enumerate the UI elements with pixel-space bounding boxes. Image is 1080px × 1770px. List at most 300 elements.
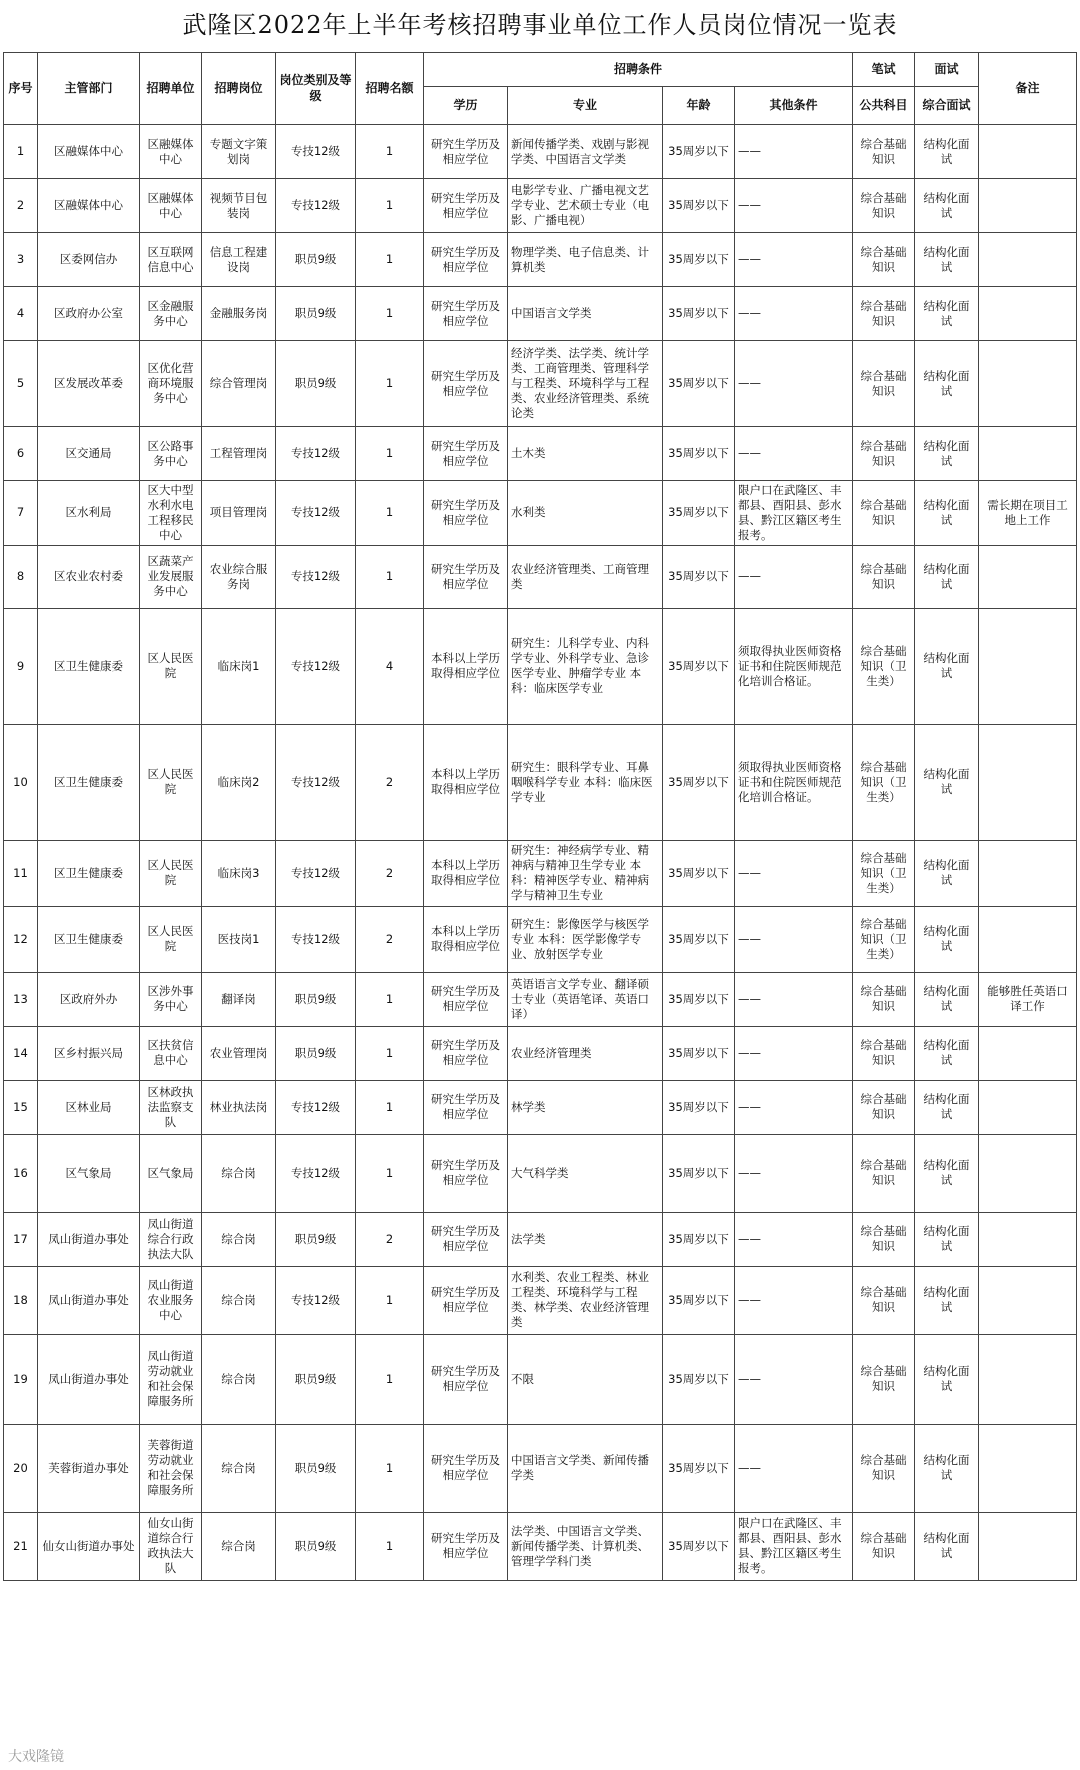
cell-grade: 专技12级 (276, 427, 356, 481)
cell-edu: 研究生学历及相应学位 (424, 1334, 508, 1424)
cell-other: —— (735, 906, 853, 972)
cell-age: 35周岁以下 (663, 287, 735, 341)
cell-other: —— (735, 125, 853, 179)
cell-major: 法学类、中国语言文学类、新闻传播学类、计算机类、管理学学科门类 (508, 1512, 663, 1580)
cell-seq: 21 (4, 1512, 38, 1580)
cell-post: 视频节目包装岗 (202, 179, 276, 233)
cell-interview: 结构化面试 (915, 1334, 979, 1424)
cell-age: 35周岁以下 (663, 1266, 735, 1334)
cell-grade: 职员9级 (276, 972, 356, 1026)
cell-remark (979, 1266, 1077, 1334)
cell-major: 大气科学类 (508, 1134, 663, 1212)
cell-count: 2 (356, 840, 424, 906)
cell-edu: 研究生学历及相应学位 (424, 1080, 508, 1134)
cell-post: 综合岗 (202, 1134, 276, 1212)
cell-edu: 本科以上学历取得相应学位 (424, 608, 508, 724)
header-grade: 岗位类别及等级 (276, 53, 356, 125)
cell-count: 1 (356, 1266, 424, 1334)
header-conditions: 招聘条件 (424, 53, 853, 87)
cell-count: 1 (356, 1080, 424, 1134)
cell-other: 限户口在武隆区、丰都县、酉阳县、彭水县、黔江区籍区考生报考。 (735, 481, 853, 546)
cell-edu: 研究生学历及相应学位 (424, 1026, 508, 1080)
cell-remark (979, 125, 1077, 179)
cell-dept: 区政府办公室 (38, 287, 140, 341)
cell-age: 35周岁以下 (663, 840, 735, 906)
cell-written: 综合基础知识（卫生类） (853, 608, 915, 724)
cell-other: —— (735, 1424, 853, 1512)
cell-other: —— (735, 341, 853, 427)
cell-count: 2 (356, 724, 424, 840)
cell-post: 临床岗2 (202, 724, 276, 840)
positions-table (3, 52, 1077, 1581)
header-post: 招聘岗位 (202, 53, 276, 125)
cell-post: 综合管理岗 (202, 341, 276, 427)
cell-dept: 凤山街道办事处 (38, 1334, 140, 1424)
cell-count: 4 (356, 608, 424, 724)
cell-interview: 结构化面试 (915, 1134, 979, 1212)
cell-count: 1 (356, 481, 424, 546)
watermark: 大戏隆镜 (8, 1749, 64, 1765)
cell-interview: 结构化面试 (915, 906, 979, 972)
cell-count: 1 (356, 125, 424, 179)
header-edu: 学历 (424, 87, 508, 125)
cell-unit: 仙女山街道综合行政执法大队 (140, 1512, 202, 1580)
cell-post: 工程管理岗 (202, 427, 276, 481)
cell-edu: 本科以上学历取得相应学位 (424, 840, 508, 906)
cell-other: —— (735, 287, 853, 341)
cell-edu: 研究生学历及相应学位 (424, 233, 508, 287)
cell-count: 1 (356, 1512, 424, 1580)
cell-dept: 区发展改革委 (38, 341, 140, 427)
cell-other: —— (735, 233, 853, 287)
cell-seq: 20 (4, 1424, 38, 1512)
cell-edu: 本科以上学历取得相应学位 (424, 724, 508, 840)
cell-interview: 结构化面试 (915, 427, 979, 481)
cell-edu: 研究生学历及相应学位 (424, 1134, 508, 1212)
header-interview: 面试 (915, 53, 979, 87)
cell-age: 35周岁以下 (663, 1080, 735, 1134)
cell-grade: 专技12级 (276, 840, 356, 906)
cell-written: 综合基础知识 (853, 341, 915, 427)
header-written-sub: 公共科目 (853, 87, 915, 125)
cell-unit: 区公路事务中心 (140, 427, 202, 481)
cell-count: 1 (356, 341, 424, 427)
header-major: 专业 (508, 87, 663, 125)
cell-major: 电影学专业、广播电视文艺学专业、艺术硕士专业（电影、广播电视） (508, 179, 663, 233)
cell-dept: 区融媒体中心 (38, 179, 140, 233)
cell-seq: 9 (4, 608, 38, 724)
cell-interview: 结构化面试 (915, 1212, 979, 1266)
cell-post: 综合岗 (202, 1334, 276, 1424)
cell-major: 研究生：眼科学专业、耳鼻咽喉科学专业 本科：临床医学专业 (508, 724, 663, 840)
cell-dept: 区融媒体中心 (38, 125, 140, 179)
cell-seq: 6 (4, 427, 38, 481)
cell-grade: 职员9级 (276, 341, 356, 427)
cell-post: 金融服务岗 (202, 287, 276, 341)
cell-dept: 区政府外办 (38, 972, 140, 1026)
cell-dept: 区卫生健康委 (38, 840, 140, 906)
cell-post: 临床岗1 (202, 608, 276, 724)
cell-major: 水利类 (508, 481, 663, 546)
cell-edu: 研究生学历及相应学位 (424, 287, 508, 341)
cell-remark (979, 427, 1077, 481)
cell-edu: 研究生学历及相应学位 (424, 179, 508, 233)
cell-unit: 区扶贫信息中心 (140, 1026, 202, 1080)
cell-seq: 10 (4, 724, 38, 840)
table-row (4, 1266, 1077, 1334)
cell-other: —— (735, 1026, 853, 1080)
cell-seq: 12 (4, 906, 38, 972)
cell-other: 须取得执业医师资格证书和住院医师规范化培训合格证。 (735, 724, 853, 840)
cell-age: 35周岁以下 (663, 972, 735, 1026)
cell-unit: 凤山街道综合行政执法大队 (140, 1212, 202, 1266)
cell-post: 专题文字策划岗 (202, 125, 276, 179)
cell-seq: 16 (4, 1134, 38, 1212)
header-other: 其他条件 (735, 87, 853, 125)
cell-written: 综合基础知识 (853, 1266, 915, 1334)
cell-remark (979, 1424, 1077, 1512)
cell-grade: 专技12级 (276, 906, 356, 972)
table-row (4, 1134, 1077, 1212)
cell-grade: 职员9级 (276, 1334, 356, 1424)
cell-interview: 结构化面试 (915, 1080, 979, 1134)
cell-remark (979, 179, 1077, 233)
cell-dept: 区卫生健康委 (38, 906, 140, 972)
cell-written: 综合基础知识（卫生类） (853, 906, 915, 972)
cell-other: —— (735, 1080, 853, 1134)
cell-grade: 专技12级 (276, 724, 356, 840)
header-age: 年龄 (663, 87, 735, 125)
cell-post: 林业执法岗 (202, 1080, 276, 1134)
cell-age: 35周岁以下 (663, 233, 735, 287)
cell-remark (979, 608, 1077, 724)
header-unit: 招聘单位 (140, 53, 202, 125)
cell-written: 综合基础知识 (853, 1080, 915, 1134)
table-row (4, 481, 1077, 546)
cell-written: 综合基础知识 (853, 427, 915, 481)
cell-major: 农业经济管理类、工商管理类 (508, 545, 663, 608)
cell-edu: 研究生学历及相应学位 (424, 125, 508, 179)
table-row (4, 906, 1077, 972)
cell-post: 综合岗 (202, 1266, 276, 1334)
cell-written: 综合基础知识 (853, 287, 915, 341)
cell-major: 研究生：儿科学专业、内科学专业、外科学专业、急诊医学专业、肿瘤学专业 本科：临床医学专业 (508, 608, 663, 724)
cell-post: 翻译岗 (202, 972, 276, 1026)
cell-grade: 专技12级 (276, 545, 356, 608)
cell-unit: 区融媒体中心 (140, 125, 202, 179)
header-seq: 序号 (4, 53, 38, 125)
cell-unit: 凤山街道农业服务中心 (140, 1266, 202, 1334)
cell-count: 1 (356, 1026, 424, 1080)
cell-interview: 结构化面试 (915, 179, 979, 233)
cell-interview: 结构化面试 (915, 233, 979, 287)
cell-other: —— (735, 1212, 853, 1266)
cell-interview: 结构化面试 (915, 1424, 979, 1512)
cell-major: 中国语言文学类 (508, 287, 663, 341)
cell-remark (979, 724, 1077, 840)
cell-unit: 区人民医院 (140, 608, 202, 724)
cell-edu: 研究生学历及相应学位 (424, 341, 508, 427)
cell-grade: 专技12级 (276, 179, 356, 233)
cell-age: 35周岁以下 (663, 125, 735, 179)
cell-interview: 结构化面试 (915, 1026, 979, 1080)
cell-dept: 区卫生健康委 (38, 724, 140, 840)
cell-edu: 研究生学历及相应学位 (424, 481, 508, 546)
table-row (4, 724, 1077, 840)
cell-written: 综合基础知识 (853, 1026, 915, 1080)
cell-other: —— (735, 545, 853, 608)
cell-dept: 凤山街道办事处 (38, 1266, 140, 1334)
cell-other: —— (735, 1334, 853, 1424)
page-title: 武隆区2022年上半年考核招聘事业单位工作人员岗位情况一览表 (182, 11, 898, 39)
cell-remark (979, 1334, 1077, 1424)
table-row (4, 1512, 1077, 1580)
table-row (4, 545, 1077, 608)
cell-written: 综合基础知识 (853, 1334, 915, 1424)
cell-seq: 7 (4, 481, 38, 546)
cell-edu: 研究生学历及相应学位 (424, 1266, 508, 1334)
cell-edu: 本科以上学历取得相应学位 (424, 906, 508, 972)
cell-interview: 结构化面试 (915, 608, 979, 724)
cell-major: 物理学类、电子信息类、计算机类 (508, 233, 663, 287)
cell-grade: 专技12级 (276, 125, 356, 179)
cell-seq: 3 (4, 233, 38, 287)
cell-remark (979, 906, 1077, 972)
cell-grade: 职员9级 (276, 1424, 356, 1512)
cell-seq: 5 (4, 341, 38, 427)
cell-other: 限户口在武隆区、丰都县、酉阳县、彭水县、黔江区籍区考生报考。 (735, 1512, 853, 1580)
cell-interview: 结构化面试 (915, 341, 979, 427)
cell-post: 农业综合服务岗 (202, 545, 276, 608)
cell-dept: 凤山街道办事处 (38, 1212, 140, 1266)
cell-seq: 13 (4, 972, 38, 1026)
cell-interview: 结构化面试 (915, 481, 979, 546)
cell-dept: 区交通局 (38, 427, 140, 481)
cell-edu: 研究生学历及相应学位 (424, 1212, 508, 1266)
cell-age: 35周岁以下 (663, 341, 735, 427)
cell-unit: 区气象局 (140, 1134, 202, 1212)
cell-remark (979, 840, 1077, 906)
table-row (4, 341, 1077, 427)
table-row (4, 287, 1077, 341)
cell-seq: 19 (4, 1334, 38, 1424)
cell-interview: 结构化面试 (915, 287, 979, 341)
cell-grade: 专技12级 (276, 1134, 356, 1212)
cell-post: 农业管理岗 (202, 1026, 276, 1080)
cell-dept: 区林业局 (38, 1080, 140, 1134)
cell-unit: 芙蓉街道劳动就业和社会保障服务所 (140, 1424, 202, 1512)
cell-remark: 能够胜任英语口译工作 (979, 972, 1077, 1026)
table-row (4, 427, 1077, 481)
cell-written: 综合基础知识（卫生类） (853, 724, 915, 840)
cell-written: 综合基础知识 (853, 545, 915, 608)
cell-age: 35周岁以下 (663, 1334, 735, 1424)
cell-age: 35周岁以下 (663, 1424, 735, 1512)
cell-written: 综合基础知识 (853, 1424, 915, 1512)
cell-seq: 14 (4, 1026, 38, 1080)
cell-count: 1 (356, 233, 424, 287)
cell-unit: 区人民医院 (140, 906, 202, 972)
cell-major: 法学类 (508, 1212, 663, 1266)
table-row (4, 1424, 1077, 1512)
cell-grade: 专技12级 (276, 1266, 356, 1334)
cell-count: 1 (356, 179, 424, 233)
cell-interview: 结构化面试 (915, 545, 979, 608)
cell-grade: 专技12级 (276, 1080, 356, 1134)
cell-written: 综合基础知识 (853, 233, 915, 287)
table-row (4, 1212, 1077, 1266)
table-row (4, 1334, 1077, 1424)
table-row (4, 233, 1077, 287)
cell-interview: 结构化面试 (915, 972, 979, 1026)
cell-post: 临床岗3 (202, 840, 276, 906)
cell-count: 1 (356, 972, 424, 1026)
table-row (4, 179, 1077, 233)
cell-count: 1 (356, 1134, 424, 1212)
cell-count: 1 (356, 427, 424, 481)
cell-age: 35周岁以下 (663, 427, 735, 481)
cell-major: 水利类、农业工程类、林业工程类、环境科学与工程类、林学类、农业经济管理类 (508, 1266, 663, 1334)
cell-dept: 芙蓉街道办事处 (38, 1424, 140, 1512)
cell-seq: 2 (4, 179, 38, 233)
cell-age: 35周岁以下 (663, 179, 735, 233)
cell-remark (979, 341, 1077, 427)
cell-unit: 区优化营商环境服务中心 (140, 341, 202, 427)
cell-dept: 区农业农村委 (38, 545, 140, 608)
cell-age: 35周岁以下 (663, 1134, 735, 1212)
cell-remark (979, 1134, 1077, 1212)
cell-seq: 15 (4, 1080, 38, 1134)
header-count: 招聘名额 (356, 53, 424, 125)
cell-other: —— (735, 427, 853, 481)
cell-unit: 区融媒体中心 (140, 179, 202, 233)
cell-major: 土木类 (508, 427, 663, 481)
cell-written: 综合基础知识 (853, 125, 915, 179)
cell-major: 中国语言文学类、新闻传播学类 (508, 1424, 663, 1512)
cell-written: 综合基础知识 (853, 1134, 915, 1212)
cell-count: 2 (356, 906, 424, 972)
cell-unit: 区大中型水利水电工程移民中心 (140, 481, 202, 546)
cell-post: 项目管理岗 (202, 481, 276, 546)
cell-dept: 区委网信办 (38, 233, 140, 287)
cell-major: 林学类 (508, 1080, 663, 1134)
cell-count: 1 (356, 287, 424, 341)
table-row (4, 1026, 1077, 1080)
table-row (4, 125, 1077, 179)
cell-grade: 职员9级 (276, 287, 356, 341)
cell-seq: 8 (4, 545, 38, 608)
cell-edu: 研究生学历及相应学位 (424, 427, 508, 481)
cell-unit: 凤山街道劳动就业和社会保障服务所 (140, 1334, 202, 1424)
cell-count: 1 (356, 545, 424, 608)
cell-major: 新闻传播学类、戏剧与影视学类、中国语言文学类 (508, 125, 663, 179)
cell-remark (979, 545, 1077, 608)
cell-age: 35周岁以下 (663, 608, 735, 724)
cell-other: —— (735, 972, 853, 1026)
cell-other: —— (735, 179, 853, 233)
cell-grade: 专技12级 (276, 481, 356, 546)
cell-interview: 结构化面试 (915, 724, 979, 840)
cell-seq: 17 (4, 1212, 38, 1266)
table-row (4, 840, 1077, 906)
cell-post: 综合岗 (202, 1212, 276, 1266)
cell-major: 研究生：影像医学与核医学专业 本科：医学影像学专业、放射医学专业 (508, 906, 663, 972)
cell-written: 综合基础知识（卫生类） (853, 840, 915, 906)
cell-post: 综合岗 (202, 1512, 276, 1580)
cell-other: 须取得执业医师资格证书和住院医师规范化培训合格证。 (735, 608, 853, 724)
cell-seq: 11 (4, 840, 38, 906)
header-interview-sub: 综合面试 (915, 87, 979, 125)
cell-edu: 研究生学历及相应学位 (424, 972, 508, 1026)
cell-remark (979, 233, 1077, 287)
cell-dept: 区水利局 (38, 481, 140, 546)
cell-remark (979, 1080, 1077, 1134)
cell-unit: 区金融服务中心 (140, 287, 202, 341)
cell-written: 综合基础知识 (853, 972, 915, 1026)
cell-edu: 研究生学历及相应学位 (424, 1424, 508, 1512)
cell-unit: 区涉外事务中心 (140, 972, 202, 1026)
cell-age: 35周岁以下 (663, 545, 735, 608)
cell-remark (979, 287, 1077, 341)
cell-remark (979, 1512, 1077, 1580)
cell-interview: 结构化面试 (915, 1512, 979, 1580)
cell-written: 综合基础知识 (853, 179, 915, 233)
cell-age: 35周岁以下 (663, 481, 735, 546)
cell-count: 2 (356, 1212, 424, 1266)
cell-major: 研究生：神经病学专业、精神病与精神卫生学专业 本科：精神医学专业、精神病学与精神卫生专业 (508, 840, 663, 906)
cell-age: 35周岁以下 (663, 1212, 735, 1266)
cell-count: 1 (356, 1424, 424, 1512)
cell-written: 综合基础知识 (853, 1212, 915, 1266)
cell-written: 综合基础知识 (853, 1512, 915, 1580)
cell-count: 1 (356, 1334, 424, 1424)
cell-unit: 区人民医院 (140, 724, 202, 840)
cell-major: 农业经济管理类 (508, 1026, 663, 1080)
header-remark: 备注 (979, 53, 1077, 125)
cell-unit: 区互联网信息中心 (140, 233, 202, 287)
cell-age: 35周岁以下 (663, 1512, 735, 1580)
table-row (4, 1080, 1077, 1134)
table-body (4, 125, 1077, 1581)
cell-unit: 区林政执法监察支队 (140, 1080, 202, 1134)
cell-unit: 区蔬菜产业发展服务中心 (140, 545, 202, 608)
cell-dept: 区乡村振兴局 (38, 1026, 140, 1080)
cell-grade: 专技12级 (276, 608, 356, 724)
header-dept: 主管部门 (38, 53, 140, 125)
cell-seq: 1 (4, 125, 38, 179)
cell-unit: 区人民医院 (140, 840, 202, 906)
cell-dept: 仙女山街道办事处 (38, 1512, 140, 1580)
table-row (4, 608, 1077, 724)
table-row (4, 972, 1077, 1026)
cell-major: 经济学类、法学类、统计学类、工商管理类、管理科学与工程类、环境科学与工程类、农业经济管理类、系统论类 (508, 341, 663, 427)
cell-major: 英语语言文学专业、翻译硕士专业（英语笔译、英语口译） (508, 972, 663, 1026)
cell-other: —— (735, 840, 853, 906)
cell-dept: 区卫生健康委 (38, 608, 140, 724)
cell-remark (979, 1026, 1077, 1080)
cell-age: 35周岁以下 (663, 906, 735, 972)
cell-post: 医技岗1 (202, 906, 276, 972)
cell-remark: 需长期在项目工地上工作 (979, 481, 1077, 546)
cell-interview: 结构化面试 (915, 125, 979, 179)
cell-age: 35周岁以下 (663, 1026, 735, 1080)
cell-seq: 4 (4, 287, 38, 341)
cell-major: 不限 (508, 1334, 663, 1424)
cell-grade: 职员9级 (276, 1212, 356, 1266)
cell-interview: 结构化面试 (915, 840, 979, 906)
cell-grade: 职员9级 (276, 1026, 356, 1080)
cell-seq: 18 (4, 1266, 38, 1334)
